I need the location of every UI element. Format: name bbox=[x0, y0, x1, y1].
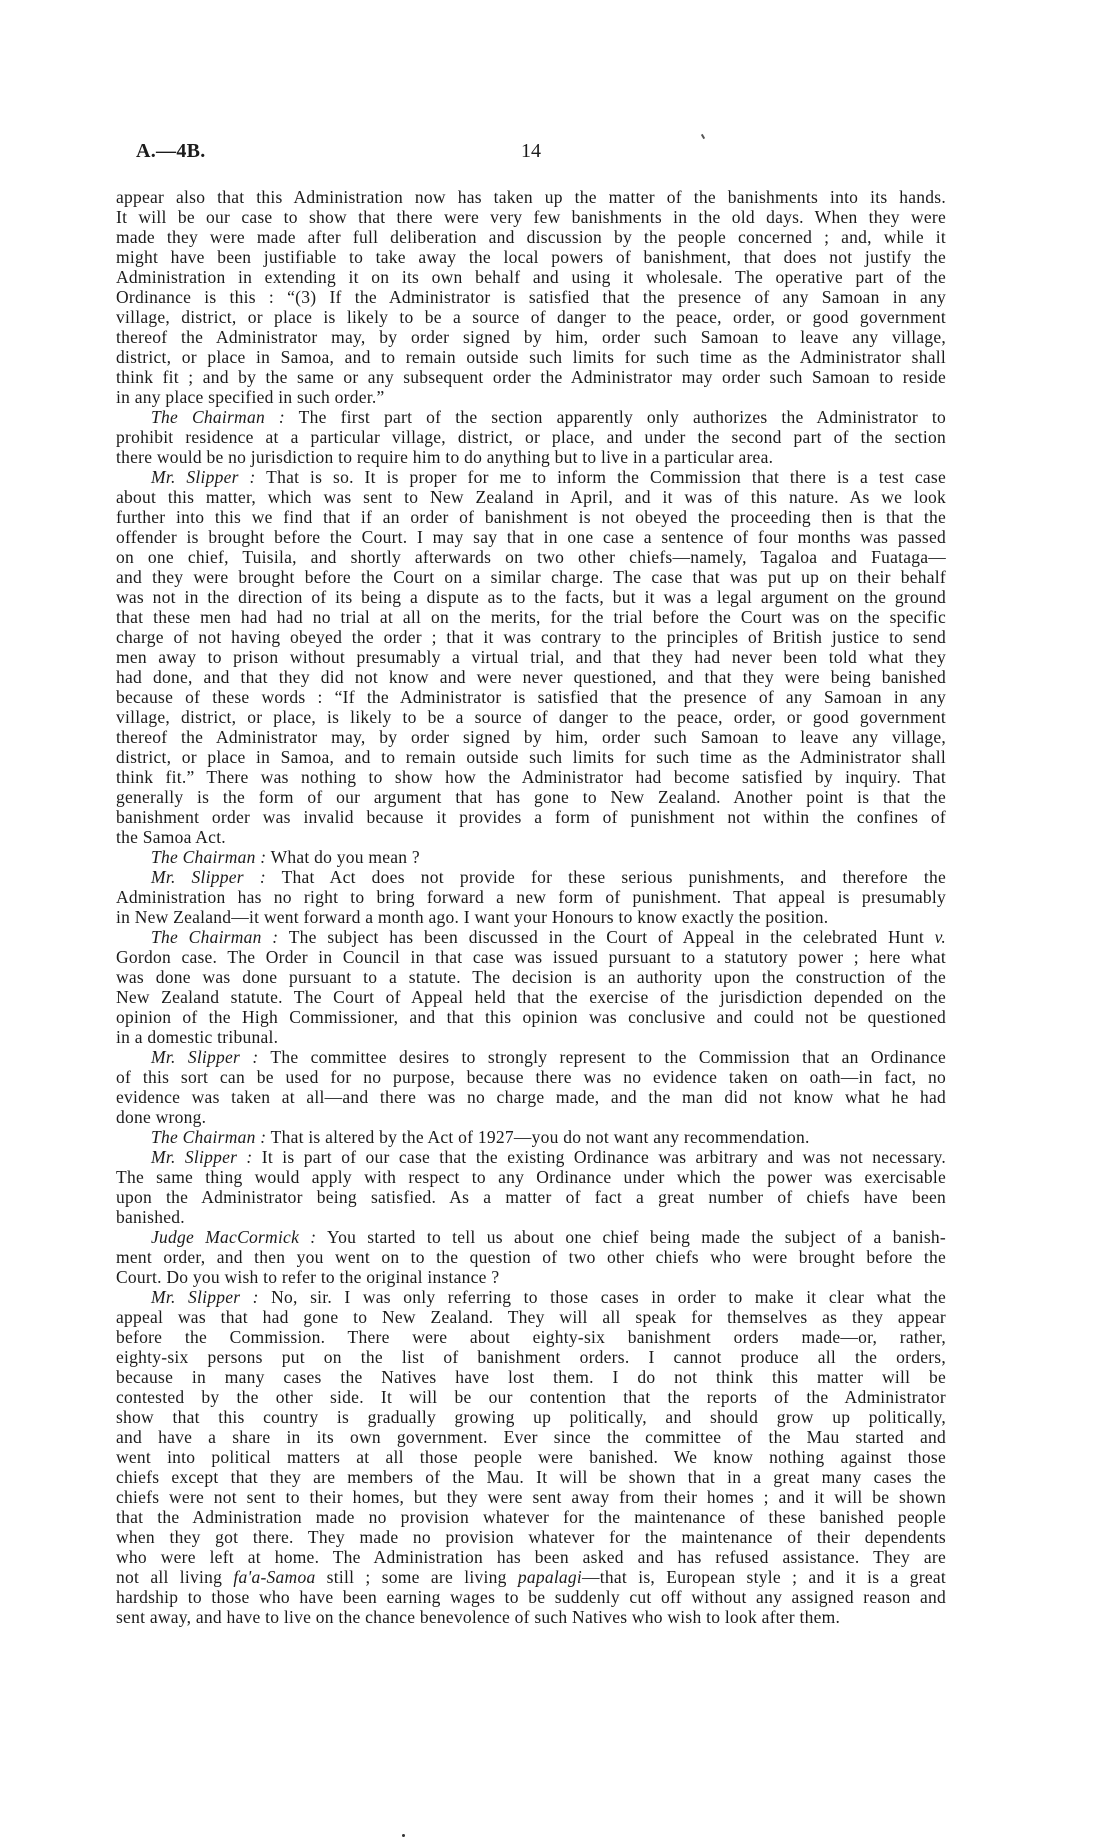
line-text: made they were made after full deliberation and discussion by the people concerned ; and, while it bbox=[116, 227, 946, 247]
text-line bbox=[116, 1407, 946, 1427]
text-line bbox=[116, 547, 946, 567]
line-text: district, or place in Samoa, and to remain outside such limits for such time as the Administrator shall bbox=[116, 347, 946, 367]
line-text: New Zealand statute. The Court of Appeal held that the exercise of the jurisdiction depended on the bbox=[116, 987, 946, 1007]
text-line bbox=[116, 967, 946, 987]
line-text: chiefs were not sent to their homes, but they were sent away from their homes ; and it will be shown bbox=[116, 1487, 946, 1507]
line-text: contested by the other side. It will be our contention that the reports of the Administrator bbox=[116, 1387, 946, 1407]
text-line bbox=[116, 407, 946, 427]
line-text: banished. bbox=[116, 1207, 185, 1227]
paragraph bbox=[116, 467, 946, 847]
line-text: No, sir. I was only referring to those cases in order to make it clear what the bbox=[271, 1287, 947, 1307]
speaker-name: Mr. Slipper : bbox=[151, 1287, 259, 1307]
text-line bbox=[116, 1307, 946, 1327]
line-text: The committee desires to strongly represent to the Commission that an Ordinance bbox=[270, 1047, 947, 1067]
line-text: ment order, and then you went on to the question of two other chiefs who were brought before the bbox=[116, 1247, 946, 1267]
line-text: district, or place in Samoa, and to remain outside such limits for such time as the Administrator shall bbox=[116, 747, 946, 767]
line-text: that the Administration made no provision whatever for the maintenance of these banished people bbox=[116, 1507, 946, 1527]
line-text: hardship to those who have been earning wages to be suddenly cut off without any assigned reason and bbox=[116, 1587, 946, 1607]
line-text: That is altered by the Act of 1927—you do not want any recommendation. bbox=[270, 1127, 810, 1147]
text-line bbox=[116, 527, 946, 547]
text-line bbox=[116, 467, 946, 487]
line-text: It is part of our case that the existing Ordinance was arbitrary and was not necessary. bbox=[261, 1147, 947, 1167]
line-text: in New Zealand—it went forward a month ago. I want your Honours to know exactly the position. bbox=[116, 907, 829, 927]
text-line bbox=[116, 267, 946, 287]
report-code: A.—4B. bbox=[136, 140, 206, 162]
line-text: That Act does not provide for these serious punishments, and therefore the bbox=[281, 867, 946, 887]
text-line bbox=[116, 1167, 946, 1187]
speaker-name: Mr. Slipper : bbox=[151, 1047, 259, 1067]
line-text: opinion of the High Commissioner, and that this opinion was conclusive and could not be questioned bbox=[116, 1007, 946, 1027]
text-line bbox=[116, 887, 946, 907]
text-line bbox=[116, 907, 946, 927]
line-text: might have been justifiable to take away the local powers of banishment, that does not justify the bbox=[116, 247, 946, 267]
speaker-name: The Chairman : bbox=[151, 1127, 267, 1147]
line-text: sent away, and have to live on the chance benevolence of such Natives who wish to look after them. bbox=[116, 1607, 841, 1627]
text-line bbox=[116, 927, 946, 947]
line-text: of this sort can be used for no purpose, because there was no evidence taken on oath—in fact, no bbox=[116, 1067, 946, 1087]
line-text: charge of not having obeyed the order ; that it was contrary to the principles of British justice to send bbox=[116, 627, 946, 647]
line-text: done wrong. bbox=[116, 1107, 207, 1127]
line-text: had done, and that they did not know and were never questioned, and that they were being banished bbox=[116, 667, 946, 687]
text-line bbox=[116, 787, 946, 807]
line-text: The same thing would apply with respect to any Ordinance under which the power was exercisable bbox=[116, 1167, 946, 1187]
line-text: and they were brought before the Court on a similar charge. The case that was put up on their behalf bbox=[116, 567, 946, 587]
line-text: further into this we find that if an order of banishment is not obeyed the proceeding then is that the bbox=[116, 507, 946, 527]
line-text: The subject has been discussed in the Court of Appeal in the celebrated Hunt bbox=[288, 927, 935, 947]
text-line bbox=[116, 747, 946, 767]
text-line bbox=[116, 807, 946, 827]
paragraph bbox=[116, 1287, 946, 1627]
line-text: upon the Administrator being satisfied. As a matter of fact a great number of chiefs have been bbox=[116, 1187, 946, 1207]
text-line bbox=[116, 1207, 946, 1227]
text-line bbox=[116, 347, 946, 367]
text-line bbox=[116, 247, 946, 267]
line-text: about this matter, which was sent to New Zealand in April, and it was of this nature. As we look bbox=[116, 487, 946, 507]
text-line bbox=[116, 947, 946, 967]
text-line bbox=[116, 1127, 946, 1147]
text-line bbox=[116, 567, 946, 587]
text-line bbox=[116, 867, 946, 887]
speaker-name: Mr. Slipper : bbox=[151, 867, 266, 887]
line-text: prohibit residence at a particular village, district, or place, and under the second part of the section bbox=[116, 427, 946, 447]
line-text: because in many cases the Natives have lost them. I do not think this matter will be bbox=[116, 1367, 946, 1387]
line-text: that these men had had no trial at all on the merits, for the trial before the Court was on the specific bbox=[116, 607, 946, 627]
text-line bbox=[116, 287, 946, 307]
speaker-name: The Chairman : bbox=[151, 847, 267, 867]
speaker-name: Mr. Slipper : bbox=[151, 467, 256, 487]
line-text: Court. Do you wish to refer to the original instance ? bbox=[116, 1267, 500, 1287]
text-line bbox=[116, 1587, 946, 1607]
text-line bbox=[116, 1487, 946, 1507]
text-line bbox=[116, 1567, 946, 1587]
text-line bbox=[116, 827, 946, 847]
text-line bbox=[116, 1287, 946, 1307]
line-text: when they got there. They made no provision whatever for the maintenance of their dependents bbox=[116, 1527, 946, 1547]
line-text: think fit.” There was nothing to show how the Administrator had become satisfied by inquiry. That bbox=[116, 767, 946, 787]
line-text: went into political matters at all those people were banished. We know nothing against those bbox=[116, 1447, 946, 1467]
text-line bbox=[116, 207, 946, 227]
paragraph bbox=[116, 847, 946, 867]
line-text: village, district, or place, is likely to be a source of danger to the peace, order, or good government bbox=[116, 707, 946, 727]
line-text: and have a share in its own government. Ever since the committee of the Mau started and bbox=[116, 1427, 946, 1447]
text-line bbox=[116, 1007, 946, 1027]
line-text: men away to prison without presumably a virtual trial, and that they had never been told what they bbox=[116, 647, 946, 667]
line-text: think fit ; and by the same or any subsequent order the Administrator may order such Samoan to reside bbox=[116, 367, 946, 387]
text-line bbox=[116, 1427, 946, 1447]
line-text: who were left at home. The Administration has been asked and has refused assistance. They are bbox=[116, 1547, 946, 1567]
text-line bbox=[116, 1547, 946, 1567]
line-text: before the Commission. There were about eighty-six banishment orders made—or, rather, bbox=[116, 1327, 946, 1347]
paragraph bbox=[116, 927, 946, 1047]
text-line bbox=[116, 587, 946, 607]
line-text: Administration has no right to bring forward a new form of punishment. That appeal is presumably bbox=[116, 887, 946, 907]
line-text: because of these words : “If the Administrator is satisfied that the presence of any Samoan in any bbox=[116, 687, 946, 707]
line-text: thereof the Administrator may, by order signed by him, order such Samoan to leave any village, bbox=[116, 327, 946, 347]
text-line bbox=[116, 447, 946, 467]
line-text: chiefs except that they are members of the Mau. It will be shown that in a great many cases the bbox=[116, 1467, 946, 1487]
text-line bbox=[116, 647, 946, 667]
text-line bbox=[116, 1187, 946, 1207]
line-text: What do you mean ? bbox=[270, 847, 420, 867]
text-line bbox=[116, 987, 946, 1007]
paragraph bbox=[116, 187, 946, 407]
line-text: banishment order was invalid because it provides a form of punishment not within the confines of bbox=[116, 807, 946, 827]
text-line bbox=[116, 667, 946, 687]
text-line bbox=[116, 1087, 946, 1107]
paragraph bbox=[116, 407, 946, 467]
paragraph bbox=[116, 1147, 946, 1227]
text-line bbox=[116, 187, 946, 207]
text-line bbox=[116, 1107, 946, 1127]
line-text: appeal was that had gone to New Zealand. They will all speak for themselves as they appear bbox=[116, 1307, 946, 1327]
line-text: not all living bbox=[116, 1567, 234, 1587]
text-line bbox=[116, 1447, 946, 1467]
text-line bbox=[116, 1367, 946, 1387]
line-text: in any place specified in such order.” bbox=[116, 387, 385, 407]
line-text: —that is, European style ; and it is a great bbox=[582, 1567, 946, 1587]
text-line bbox=[116, 367, 946, 387]
text-line bbox=[116, 1027, 946, 1047]
paragraph bbox=[116, 1227, 946, 1287]
text-line bbox=[116, 627, 946, 647]
text-line bbox=[116, 487, 946, 507]
italic-text: fa'a-Samoa bbox=[233, 1567, 316, 1587]
speaker-name: The Chairman : bbox=[151, 407, 285, 427]
text-line bbox=[116, 687, 946, 707]
text-line bbox=[116, 1347, 946, 1367]
text-line bbox=[116, 1607, 946, 1627]
line-text: in a domestic tribunal. bbox=[116, 1027, 279, 1047]
line-text: The first part of the section apparently only authorizes the Administrator to bbox=[298, 407, 947, 427]
text-line bbox=[116, 1067, 946, 1087]
text-line bbox=[116, 1387, 946, 1407]
document-body bbox=[116, 187, 946, 1627]
italic-text: v. bbox=[934, 927, 947, 947]
text-line bbox=[116, 387, 946, 407]
scan-mark-bottom bbox=[402, 1834, 405, 1837]
text-line bbox=[116, 767, 946, 787]
text-line bbox=[116, 1327, 946, 1347]
line-text: was not in the direction of its being a dispute as to the facts, but it was a legal argument on the ground bbox=[116, 587, 946, 607]
line-text: appear also that this Administration now has taken up the matter of the banishments into its hands. bbox=[116, 187, 946, 207]
text-line bbox=[116, 507, 946, 527]
line-text: village, district, or place is likely to be a source of danger to the peace, order, or good government bbox=[116, 307, 946, 327]
text-line bbox=[116, 727, 946, 747]
text-line bbox=[116, 607, 946, 627]
speaker-name: The Chairman : bbox=[151, 927, 279, 947]
text-line bbox=[116, 1467, 946, 1487]
line-text: eighty-six persons put on the list of banishment orders. I cannot produce all the orders, bbox=[116, 1347, 946, 1367]
text-line bbox=[116, 847, 946, 867]
line-text: the Samoa Act. bbox=[116, 827, 226, 847]
text-line bbox=[116, 1047, 946, 1067]
line-text: Administration in extending it on its own behalf and using it wholesale. The operative part of the bbox=[116, 267, 946, 287]
text-line bbox=[116, 227, 946, 247]
text-line bbox=[116, 707, 946, 727]
line-text: Gordon case. The Order in Council in that case was issued pursuant to a statutory power ; here what bbox=[116, 947, 946, 967]
text-line bbox=[116, 327, 946, 347]
italic-text: papalagi bbox=[517, 1567, 583, 1587]
paragraph bbox=[116, 1047, 946, 1127]
line-text: there would be no jurisdiction to require him to do anything but to live in a particular area. bbox=[116, 447, 774, 467]
text-line bbox=[116, 1247, 946, 1267]
line-text: evidence was taken at all—and there was no charge made, and the man did not know what he had bbox=[116, 1087, 946, 1107]
line-text: generally is the form of our argument that has gone to New Zealand. Another point is that the bbox=[116, 787, 946, 807]
line-text: You started to tell us about one chief being made the subject of a banish- bbox=[326, 1227, 946, 1247]
line-text: thereof the Administrator may, by order signed by him, order such Samoan to leave any village, bbox=[116, 727, 946, 747]
page-number: 14 bbox=[521, 140, 541, 162]
line-text: Ordinance is this : “(3) If the Administrator is satisfied that the presence of any Samoan in any bbox=[116, 287, 946, 307]
line-text: show that this country is gradually growing up politically, and should grow up politically, bbox=[116, 1407, 946, 1427]
line-text: still ; some are living bbox=[315, 1567, 518, 1587]
text-line bbox=[116, 1507, 946, 1527]
line-text: was done was done pursuant to a statute. The decision is an authority upon the construction of the bbox=[116, 967, 946, 987]
scan-mark-top bbox=[701, 134, 705, 139]
text-line bbox=[116, 1527, 946, 1547]
line-text: It will be our case to show that there were very few banishments in the old days. When they were bbox=[116, 207, 946, 227]
line-text: offender is brought before the Court. I may say that in one case a sentence of four months was passed bbox=[116, 527, 946, 547]
text-line bbox=[116, 307, 946, 327]
text-line bbox=[116, 427, 946, 447]
text-line bbox=[116, 1227, 946, 1247]
line-text: That is so. It is proper for me to inform the Commission that there is a test case bbox=[266, 467, 947, 487]
paragraph bbox=[116, 1127, 946, 1147]
text-line bbox=[116, 1267, 946, 1287]
speaker-name: Judge MacCormick : bbox=[151, 1227, 317, 1247]
text-line bbox=[116, 1147, 946, 1167]
paragraph bbox=[116, 867, 946, 927]
speaker-name: Mr. Slipper : bbox=[151, 1147, 253, 1167]
line-text: on one chief, Tuisila, and shortly afterwards on two other chiefs—namely, Tagaloa and Fuataga— bbox=[116, 547, 946, 567]
